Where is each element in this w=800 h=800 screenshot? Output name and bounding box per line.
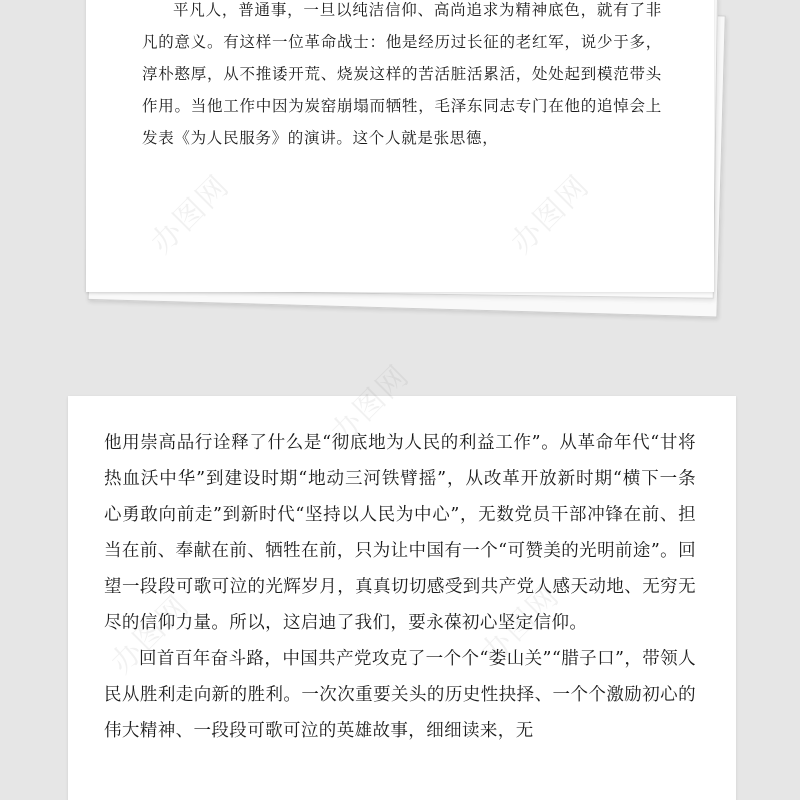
top-page-stack: [86, 0, 726, 300]
bottom-page: [68, 396, 736, 800]
top-page-text: [142, 0, 662, 154]
paragraph-first-line: 平凡人，普通事，一旦以纯洁信仰、高尚追求为精神底色，就有: [173, 1, 630, 19]
paragraph: 他用崇高品行诠释了什么是“彻底地为人民的利益工作”。从革命年代“甘将热血沃中华”到建设时期“地动三河铁臂摇”，从改革开放新时期“横下一条心勇敢向前走”到新时代“坚持以人民为中心”，无数党员干部冲锋在前、担当在前、奉献在前、牺牲在前，只为让中国有一个“可赞美的光明前途”。回望一段段可歌可泣的光辉岁月，真真切切感受到共产党人感天动地、无穷无尽的信仰力量。所以，这启迪了我们，要永葆初心坚定信仰。: [104, 433, 696, 633]
paragraph: 回首百年奋斗路，中国共产党攻克了一个个“娄山关”“腊子口”，带领人民从胜利走向新的胜利。一次次重要关头的历史性抉择、一个个激励初心的伟大精神、一段段可歌可泣的英雄故事，细细读来，无: [104, 649, 696, 741]
paragraph-continuation: 了非凡的意义。有这样一位革命战士：他是经历过长征的老红军，说少于多，淳朴憨厚，从不推诿开荒、烧炭这样的苦活脏活累活，处处起到模范带头作用。当他工作中因为炭窑崩塌而牺牲，毛泽东同志专门在他的追悼会上发表《为人民服务》的演讲。这个人就是张思德，: [142, 1, 662, 147]
top-page: [86, 0, 714, 292]
bottom-page-text: [104, 425, 696, 749]
paragraph: [142, 0, 662, 154]
